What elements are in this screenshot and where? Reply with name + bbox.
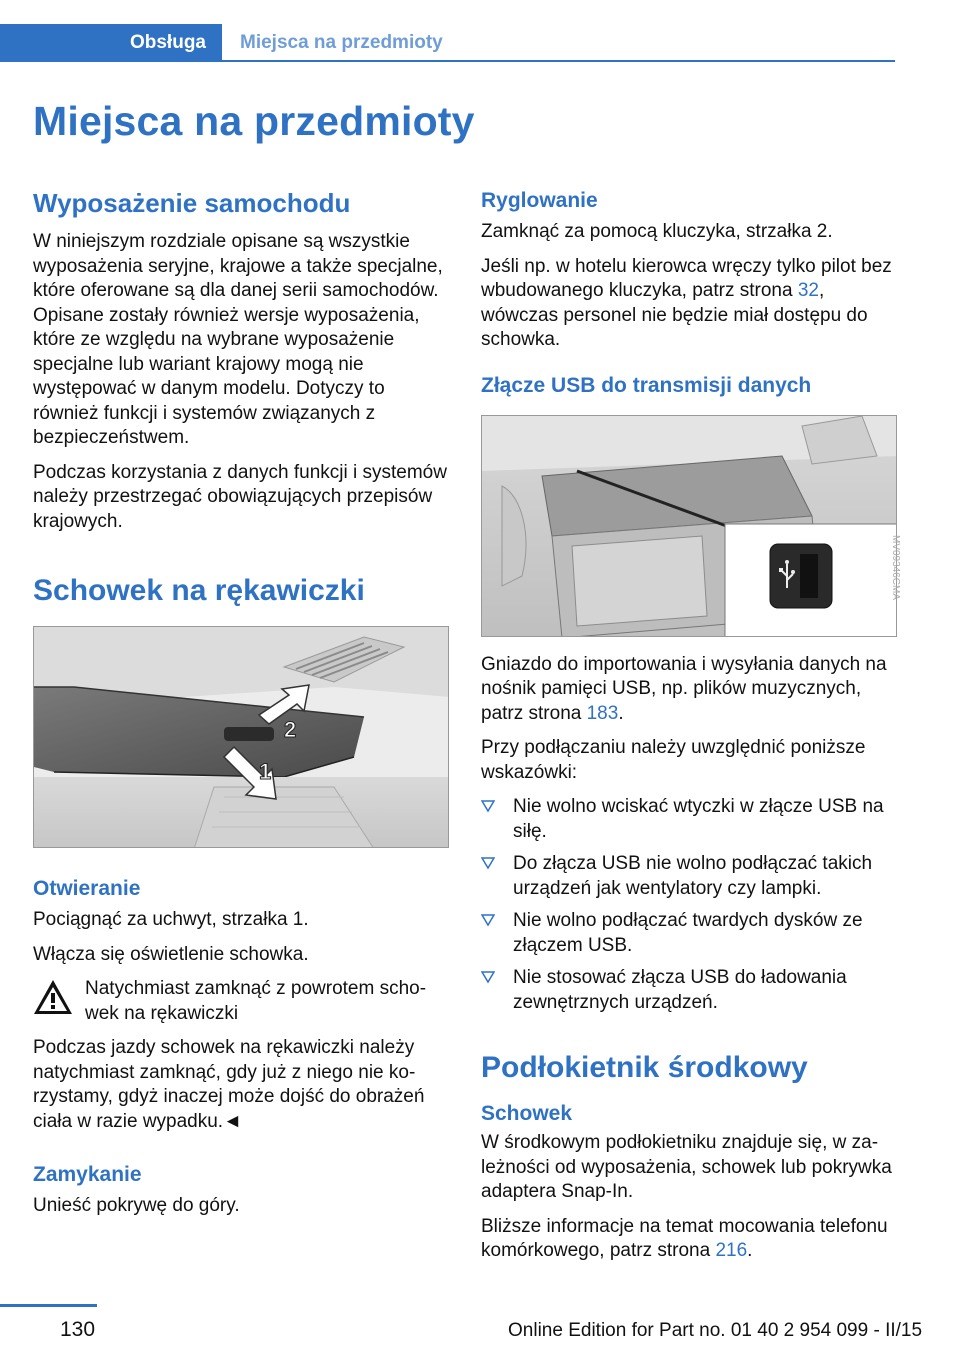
lock-heading: Ryglowanie (481, 189, 598, 212)
footer-rule (0, 1304, 97, 1307)
close-paragraph: Unieść pokrywę do góry. (33, 1195, 240, 1216)
compartment-paragraph-1: W środkowym podłokietniku znajduje się, w zależności od wyposażenia, schowek lub pokrywka adaptera Snap-In. (481, 1132, 892, 1202)
page-number: 130 (60, 1318, 96, 1341)
usb-paragraph-1: Gniazdo do importowania i wysyłania danych na nośnik pamięci USB, np. plików muzycznych, patrz strona 183. (481, 653, 887, 724)
list-item: Do złącza USB nie wolno podłączać takich urządzeń jak wentylatory czy lampki. (481, 852, 895, 901)
equip-paragraph-2: Podczas korzystania z danych funkcji i systemów należy przestrzegać obowiązujących przepisów krajowych. (33, 461, 447, 532)
page-link-32[interactable]: 32 (797, 280, 819, 301)
compartment-paragraph-2: Bliższe informacje na temat mocowania telefonu komórkowego, patrz strona 216. (481, 1215, 888, 1261)
close-heading: Zamykanie (33, 1163, 142, 1186)
triangle-bullet-icon (481, 913, 495, 927)
usb-paragraph-2: Przy podłączaniu należy uwzględnić poniższe wskazówki: (481, 737, 866, 783)
usb-illustration (481, 415, 897, 637)
armrest-heading: Podłokietnik środkowy (481, 1051, 808, 1084)
equip-paragraph-1: W niniejszym rozdziale opisane są wszystkie wyposażenia seryjne, krajowe a także specjalne, które oferowane są dla danej serii samochodów. Opisane zostały również wersje wyposażenia, które ze względu na wybrane wyposażenie specjalne lub wariant krajowy mogą nie występować w danym modelu. Dotyczy to również funkcji i systemów związanych z bezpieczeństwem. (33, 231, 443, 448)
open-paragraph-1: Pociągnąć za uchwyt, strzałka 1. (33, 909, 309, 930)
usb-drawing (482, 416, 897, 637)
warning-title: Natychmiast zamknąć z powrotem schowek na rękawiczki (85, 978, 427, 1024)
warning-body: Podczas jazdy schowek na rękawiczki należy natychmiast zamknąć, gdy już z niego nie korzystamy, gdyż inaczej może dojść do obrażeń ciała w razie wypadku.◄ (33, 1037, 425, 1132)
usb-heading: Złącze USB do transmisji danych (481, 373, 812, 397)
glovebox-heading: Schowek na rękawiczki (33, 574, 365, 607)
list-item: Nie stosować złącza USB do ładowania zewnętrznych urządzeń. (481, 966, 895, 1015)
edition-text: Online Edition for Part no. 01 40 2 954 099 - II/15 (508, 1320, 923, 1341)
triangle-bullet-icon (481, 970, 495, 984)
page-link-183[interactable]: 183 (586, 702, 619, 724)
compartment-heading: Schowek (481, 1102, 573, 1125)
lock-paragraph-2: Jeśli np. w hotelu kierowca wręczy tylko pilot bez wbudowanego kluczyka, patrz strona 32, wówczas personel nie będzie miał dostępu do schowka. (481, 255, 892, 350)
usb-illustration-wrap (481, 415, 901, 637)
page-title: Miejsca na przedmioty (33, 98, 475, 144)
list-item: Nie wolno podłączać twardych dysków ze złączem USB. (481, 909, 895, 958)
open-heading: Otwieranie (33, 877, 141, 900)
triangle-bullet-icon (481, 799, 495, 813)
equip-heading: Wyposażenie samochodu (33, 188, 351, 218)
lock-paragraph-1: Zamknąć za pomocą kluczyka, strzałka 2. (481, 221, 833, 242)
glovebox-drawing (34, 627, 449, 848)
glovebox-illustration (33, 626, 449, 848)
triangle-bullet-icon (481, 856, 495, 870)
usb-bullet-list (481, 795, 895, 1015)
svg-text:2: 2 (284, 717, 297, 742)
page-link-216[interactable]: 216 (715, 1240, 748, 1261)
header-tab-section: Miejsca na przedmioty (240, 31, 443, 53)
header-tab-obsluga: Obsługa (0, 24, 222, 61)
right-column (481, 188, 901, 1264)
warning-triangle-icon (33, 979, 73, 1015)
list-item: Nie wolno wciskać wtyczki w złącze USB na siłę. (481, 795, 895, 844)
header-rule (0, 60, 895, 62)
svg-text:1: 1 (259, 759, 272, 784)
left-column (33, 188, 451, 1219)
image-code: MV09346CMA (890, 534, 901, 600)
warning-block (33, 977, 451, 1026)
open-paragraph-2: Włącza się oświetlenie schowka. (33, 943, 309, 965)
